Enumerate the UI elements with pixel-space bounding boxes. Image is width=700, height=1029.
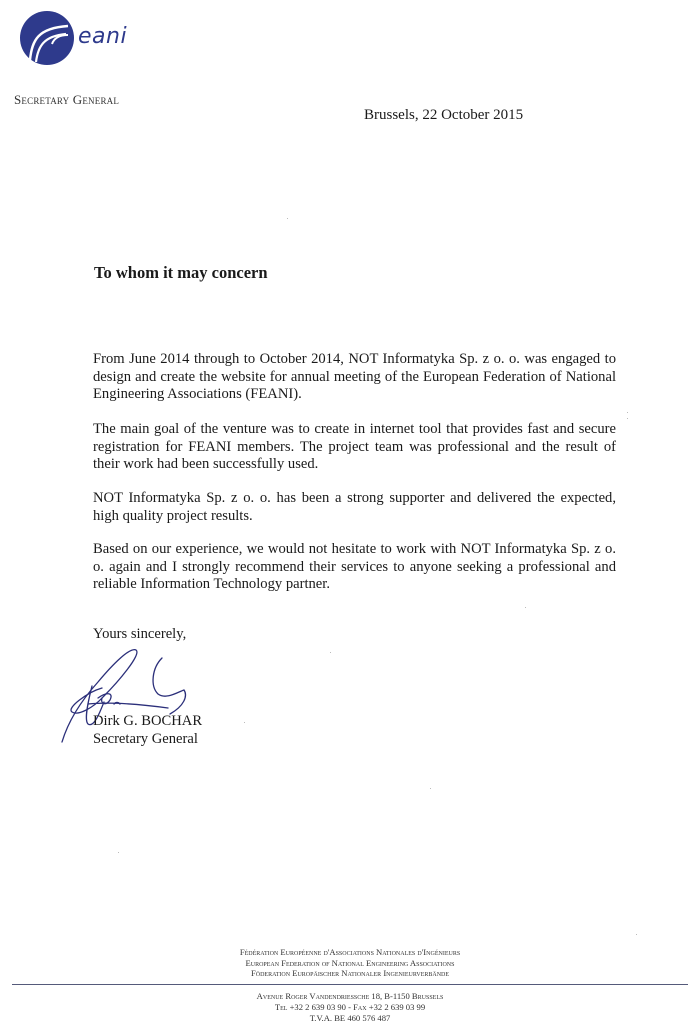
closing: Yours sincerely, (93, 626, 187, 642)
scan-speck (287, 218, 288, 219)
scan-speck (627, 412, 628, 413)
letterhead-office: Secretary General (14, 92, 120, 107)
scan-speck (525, 607, 526, 608)
body-paragraph: NOT Informatyka Sp. z o. o. has been a strong supporter and delivered the expected, high quality project results. (93, 490, 616, 524)
body-paragraph: From June 2014 through to October 2014, NOT Informatyka Sp. z o. o. was engaged to design and create the website for annual meeting of the European Federation of National Engineering Associations (FEANI). (93, 351, 616, 402)
footer-vat: T.V.A. BE 460 576 487 (309, 1013, 391, 1023)
footer-contact: Tel +32 2 639 03 90 - Fax +32 2 639 03 99 (274, 1002, 426, 1012)
scan-speck (636, 934, 637, 935)
scan-speck (627, 418, 628, 419)
body-paragraph: Based on our experience, we would not hesitate to work with NOT Informatyka Sp. z o. o. again and I strongly recommend their services to anyone seeking a professional and reliable Information Technology partner. (93, 541, 616, 592)
signer-title: Secretary General (93, 731, 198, 747)
salutation: To whom it may concern (94, 263, 268, 282)
signer-name: Dirk G. BOCHAR (93, 713, 203, 729)
body-paragraph: The main goal of the venture was to create in internet tool that provides fast and secure registration for FEANI members. The project team was professional and the result of their work had been successfully used. (93, 421, 616, 472)
footer-address: Avenue Roger Vandendriessche 18, B-1150 Brussels (256, 991, 444, 1001)
footer-org-name-fr: Fédération Européenne d'Associations Nationales d'Ingénieurs (239, 947, 461, 957)
scan-speck (244, 722, 245, 723)
feani-logo (16, 10, 146, 66)
scan-speck (330, 652, 331, 653)
svg-text:eani: eani (78, 24, 128, 49)
footer-org-name-de: Föderation Europäischer Nationaler Ingenieurverbände (250, 968, 450, 978)
scan-speck (430, 788, 431, 789)
date-line: Brussels, 22 October 2015 (364, 107, 524, 123)
scan-speck (118, 852, 119, 853)
footer-org-name-en: European Federation of National Engineering Associations (245, 958, 455, 968)
footer-divider (12, 984, 688, 985)
